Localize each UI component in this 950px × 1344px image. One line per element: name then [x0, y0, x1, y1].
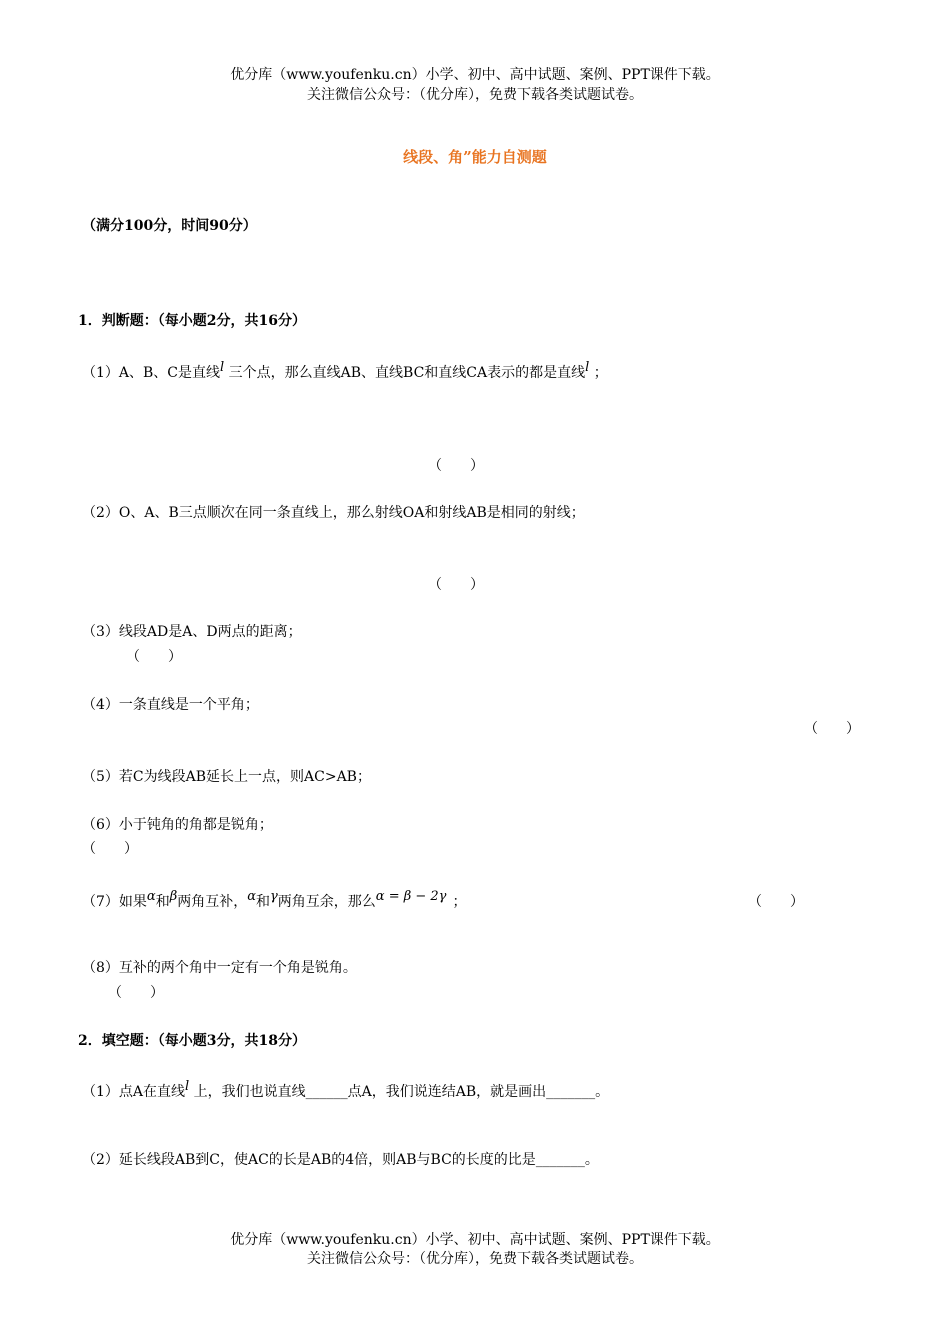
section-1-heading: 1．判断题：（每小题2分，共16分） — [78, 313, 306, 329]
fill-blank-1[interactable]: ______ — [305, 1084, 348, 1100]
question-1-7 — [82, 891, 466, 911]
question-1-3: （3）线段AD是A、D两点的距离； — [82, 624, 302, 640]
line-l-symbol: l — [220, 360, 225, 375]
q1-7-text: 两角互补， — [177, 894, 248, 910]
q2-1-pre: （1）点A在直线 — [82, 1084, 186, 1100]
fill-blank-3[interactable]: _______ — [535, 1152, 585, 1168]
answer-parens-1[interactable]: （ ） — [428, 458, 484, 474]
gamma-symbol: γ — [270, 889, 278, 904]
line-l-symbol: l — [185, 1079, 190, 1094]
q1-7-text: （7）如果 — [82, 894, 147, 910]
q1-7-text: 两角互余，那么 — [277, 894, 376, 910]
alpha-symbol: α — [146, 889, 156, 904]
q2-1-mid2: 点A，我们说连结AB，就是画出 — [347, 1084, 547, 1100]
fill-blank-2[interactable]: _______ — [546, 1084, 596, 1100]
header-line-2: 关注微信公众号：（优分库），免费下载各类试题试卷。 — [307, 87, 643, 103]
answer-parens-8[interactable]: （ ） — [108, 985, 164, 1001]
question-1-8: （8）互补的两个角中一定有一个角是锐角。 — [82, 960, 357, 976]
q2-1-post: 。 — [595, 1084, 610, 1100]
header-line-1: 优分库（www.youfenku.cn）小学、初中、高中试题、案例、PPT课件下载。 — [230, 67, 720, 83]
q1-7-text: 和 — [155, 894, 170, 910]
question-2-1 — [82, 1081, 609, 1101]
question-1-2: （2）O、A、B三点顺次在同一条直线上，那么射线OA和射线AB是相同的射线； — [82, 505, 585, 521]
answer-parens-2[interactable]: （ ） — [428, 577, 484, 593]
answer-parens-7[interactable]: （ ） — [748, 894, 804, 910]
q1-1-post: ； — [589, 365, 608, 381]
footer-line-2: 关注微信公众号：（优分库），免费下载各类试题试卷。 — [307, 1251, 643, 1267]
question-1-1 — [82, 362, 608, 382]
question-1-5: （5）若C为线段AB延长上一点，则AC>AB； — [82, 769, 371, 785]
q1-7-text: 和 — [256, 894, 270, 910]
page-title: 线段、角”能力自测题 — [403, 148, 547, 166]
alpha-symbol: α — [247, 889, 256, 904]
question-2-2 — [82, 1149, 599, 1169]
angle-formula: α = β − 2γ — [375, 889, 447, 904]
answer-parens-6[interactable]: （ ） — [82, 841, 138, 857]
answer-parens-3[interactable]: （ ） — [126, 649, 182, 665]
section-2-heading: 2．填空题：（每小题3分，共18分） — [78, 1033, 306, 1049]
beta-symbol: β — [169, 889, 178, 904]
q1-1-mid: 三个点，那么直线AB、直线BC和直线CA表示的都是直线 — [224, 365, 586, 381]
q1-7-text: ； — [452, 894, 467, 910]
score-time-note: （满分100分，时间90分） — [82, 218, 257, 234]
answer-parens-4[interactable]: （ ） — [804, 721, 860, 737]
footer-line-1: 优分库（www.youfenku.cn）小学、初中、高中试题、案例、PPT课件下载。 — [230, 1232, 720, 1248]
line-l-symbol: l — [585, 360, 590, 375]
question-1-4: （4）一条直线是一个平角； — [82, 697, 259, 713]
q2-2-post: 。 — [584, 1152, 599, 1168]
q2-1-mid: 上，我们也说直线 — [189, 1084, 306, 1100]
q1-1-pre: （1）A、B、C是直线 — [82, 365, 221, 381]
q2-2-pre: （2）延长线段AB到C，使AC的长是AB的4倍，则AB与BC的长度的比是 — [82, 1152, 536, 1168]
question-1-6: （6）小于钝角的角都是锐角； — [82, 817, 273, 833]
